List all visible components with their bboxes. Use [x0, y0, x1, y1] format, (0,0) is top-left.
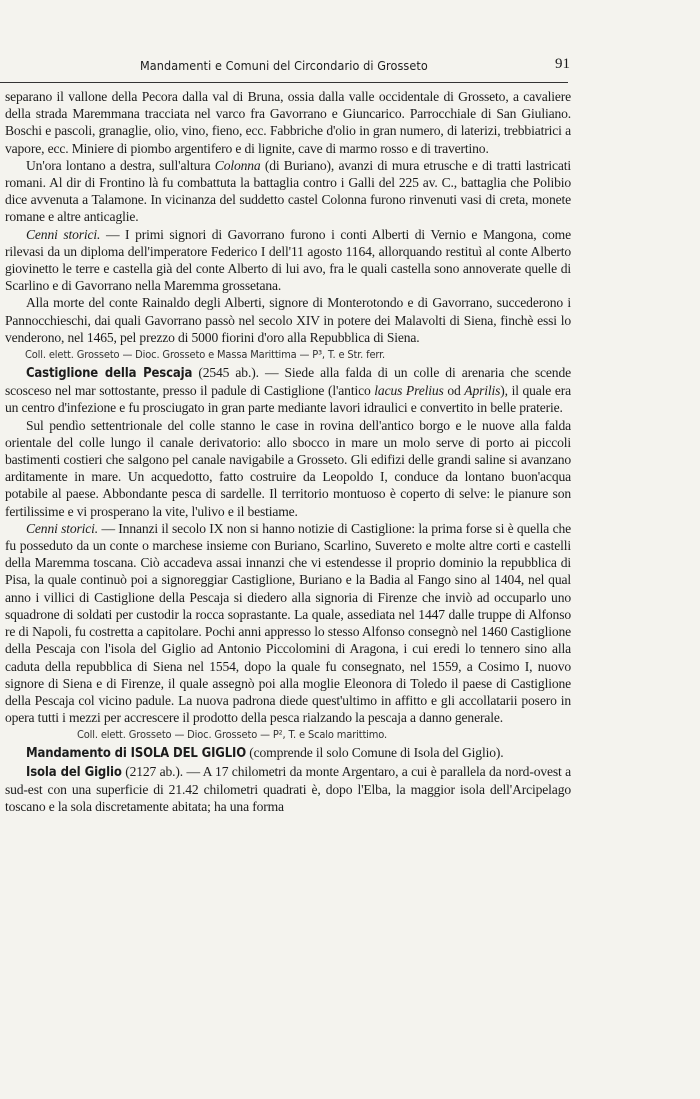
header-rule	[0, 82, 568, 83]
paragraph-cenni-storici: Cenni storici. — I primi signori di Gavorrano furono i conti Alberti di Vernio e Mangona, come rilevasi da un diploma dell'imperatore Federico I dell'11 agosto 1164, allorquando restituì al conte Alberto giovinetto le terre e castella già del conte Alberto di lui avo, fra le quali castella sono annoverate quelle di Scarlino e di Gavorrano nella Maremma grossetana.	[5, 226, 571, 294]
entry-heading: Castiglione della Pescaja	[26, 366, 193, 382]
entry-isola-del-giglio: Isola del Giglio (2127 ab.). — A 17 chilometri da monte Argentaro, a cui è parallela da nord-ovest a sud-est con una superficie di 21.42 chilometri quadrati è, dopo l'Elba, la maggior isola dell'Arcipelago toscano e la sola discretamente abitata; ha una forma	[5, 763, 571, 814]
paragraph: Sul pendìo settentrionale del colle stanno le case in rovina dell'antico borgo e le nuove alla falda orientale del colle lungo il canale derivatorio: allo sbocco in mare un molo serve di porto ai piccoli bastimenti costieri che salgono pel canale navigabile a Grosseto. Gli edifizi delle grandi saline si avanzano arditamente in mare. Un acquedotto, fatto costruire da Leopoldo I, conduce da lontano buon'acqua potabile al paese. Abbondante pesca di sardelle. Il territorio montuoso è coperto di selve: le pianure son fertilissime e vi prosperano la vite, l'ulivo e il bestiame.	[5, 417, 571, 519]
mandamento-heading: Mandamento di ISOLA DEL GIGLIO (comprende il solo Comune di Isola del Giglio).	[26, 745, 504, 762]
body-text	[5, 88, 571, 815]
page-number: 91	[555, 56, 570, 72]
paragraph: Un'ora lontano a destra, sull'altura Colonna (di Buriano), avanzi di mura etrusche e di tratti lastricati romani. Al dir di Frontino là fu combattuta la battaglia contro i Galli del 225 av. C., battaglia che Polibio dice avvenuta a Talamone. In vicinanza del suddetto castel Colonna furono rinvenuti vasi di creta, monete romane e altre anticaglie.	[5, 157, 571, 225]
entry-castiglione: Castiglione della Pescaja (2545 ab.). — Siede alla falda di un colle di arenaria che scende scosceso nel mar sottostante, presso il padule di Castiglione (l'antico lacus Prelius od Aprilis), il quale era un centro d'infezione e fu prosciugato in gran parte mediante lavori idraulici e convertito in belle praterie.	[5, 365, 572, 416]
running-title: Mandamenti e Comuni del Circondario di Grosseto	[140, 58, 428, 73]
entry-heading: Isola del Giglio	[26, 764, 122, 780]
paragraph: separano il vallone della Pecora dalla val di Bruna, ossia dalla valle occidentale di Grosseto, a cavaliere della strada Maremmana tracciata nel varco fra Gavorrano e Giuncarico. Parrocchiale di San Giuliano. Boschi e pascoli, granaglie, olio, vino, fieno, ecc. Fabbriche d'olio in gran numero, di laterizi, trebbiatrici a vapore, ecc. Miniere di piombo argentifero e di lignite, cave di marmo rosso e di travertino.	[5, 89, 571, 156]
paragraph-cenni-storici: Cenni storici. — Innanzi il secolo IX non si hanno notizie di Castiglione: la prima forse si è quella che fu posseduto da un conte o marchese insieme con Buriano, Scarlino, Suvereto e molte altre corti e castelli della Maremma toscana. Ciò accadeva assai innanzi che vi estendesse il proprio dominio la repubblica di Pisa, la quale continuò poi a signoreggiar Castiglione, Buriano e la Badia al Fango sino al 1404, nel qual anno i villici di Castiglione della Pescaja si diedero alla signoria di Firenze che inviò ad occuparlo uno squadrone di soldati per custodir la rocca soprastante. La quale, assediata nel 1447 dalle truppe di Alfonso re di Napoli, fu costretta a capitolare. Pochi anni appresso lo stesso Alfonso consegnò nel 1460 Castiglione della Pescaja con l'isola del Giglio ad Antonio Piccolomini di Aragona, i cui eredi lo tennero sino alla caduta della repubblica di Siena nel 1554, dopo la quale fu consegnato, nel 1559, a Cosimo I, nuovo signore di Siena e di Firenze, il quale assegnò poi alla moglie Eleonora di Toledo il paese di Castiglione della Pescaja col vicino padule. La nuova padrona diede quest'ultimo in affitto e gli accollatarii posero in opera tutti i mezzi per accrescere il prodotto della pesca rialzando la pescaja a danno generale.	[5, 520, 571, 726]
page-header	[0, 58, 700, 78]
electoral-note: Coll. elett. Grosseto — Dioc. Grosseto — P², T. e Scalo marittimo.	[77, 728, 387, 742]
paragraph: Alla morte del conte Rainaldo degli Alberti, signore di Monterotondo e di Gavorrano, succederono i Pannocchieschi, dai quali Gavorrano passò nel secolo XIV in potere dei Malavolti di Siena, finchè essi lo venderono, nel 1465, pel prezzo di 5000 fiorini d'oro alla Repubblica di Siena.	[5, 295, 571, 345]
electoral-note: Coll. elett. Grosseto — Dioc. Grosseto e Massa Marittima — P³, T. e Str. ferr.	[25, 348, 386, 362]
entry-heading: Mandamento di ISOLA DEL GIGLIO	[26, 746, 247, 762]
